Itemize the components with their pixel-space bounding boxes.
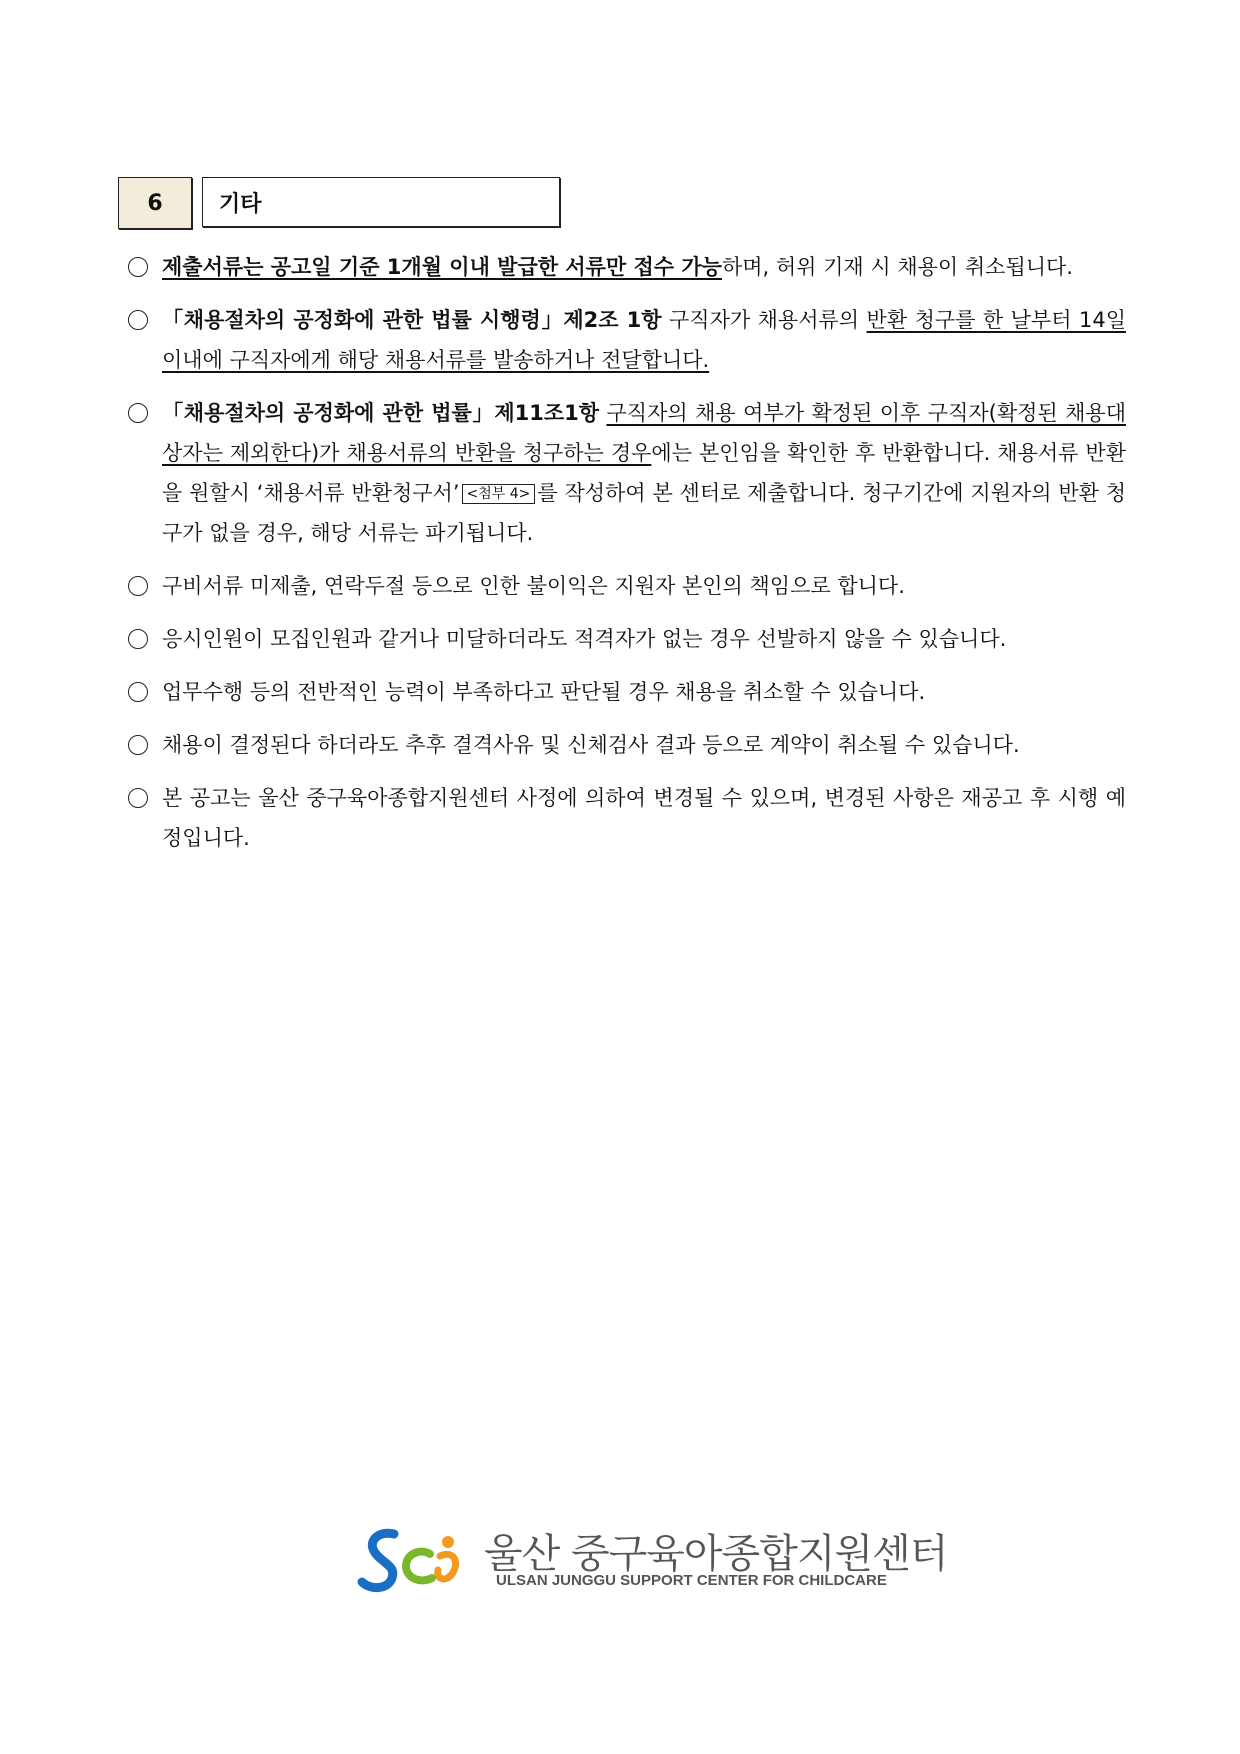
section-number: 6 [118, 177, 192, 229]
attachment-tag: <첨부 4> [462, 484, 536, 504]
org-name-english: ULSAN JUNGGU SUPPORT CENTER FOR CHILDCARE [496, 1572, 887, 1589]
notice-item [128, 619, 1126, 659]
circle-bullet-icon [128, 576, 148, 596]
notice-item [128, 247, 1126, 287]
section-header [118, 177, 563, 229]
childcare-center-logo-icon [356, 1520, 466, 1600]
circle-bullet-icon [128, 403, 148, 423]
notice-list [128, 247, 1126, 871]
notice-item [128, 566, 1126, 606]
notice-text: 제출서류는 공고일 기준 1개월 이내 발급한 서류만 접수 가능 [162, 255, 722, 279]
notice-item [128, 393, 1126, 553]
notice-text: 구비서류 미제출, 연락두절 등으로 인한 불이익은 지원자 본인의 책임으로 합니다. [162, 574, 905, 598]
circle-bullet-icon [128, 310, 148, 330]
notice-text: 구직자가 채용서류의 [661, 308, 867, 332]
circle-bullet-icon [128, 682, 148, 702]
org-name-korean: 울산 중구육아종합지원센터 [484, 1531, 948, 1577]
notice-text: 에는 본인임을 확인한 후 반환합니다. 채용서류 반환을 원할시 ‘채용서류 반환청구서’ [162, 441, 1126, 505]
notice-text: 「채용절차의 공정화에 관한 법률」제11조1항 [162, 401, 600, 425]
notice-item [128, 300, 1126, 380]
notice-item [128, 778, 1126, 858]
notice-text: 업무수행 등의 전반적인 능력이 부족하다고 판단될 경우 채용을 취소할 수 있습니다. [162, 680, 926, 704]
notice-item [128, 672, 1126, 712]
notice-text: 「채용절차의 공정화에 관한 법률 시행령」제2조 1항 [162, 308, 662, 332]
notice-text: 를 작성하여 본 센터로 제출합니다. 청구기간에 지원자의 반환 청구가 없을 경우, 해당 서류는 파기됩니다. [162, 481, 1127, 545]
notice-text: 반환 청구를 한 날부터 14일 이내에 구직자에게 해당 채용서류를 발송하거나 전달합니다. [162, 308, 1126, 372]
circle-bullet-icon [128, 257, 148, 277]
notice-text [599, 401, 606, 425]
footer-logo [356, 1520, 948, 1600]
circle-bullet-icon [128, 788, 148, 808]
section-title: 기타 [202, 177, 560, 227]
notice-text: 구직자의 채용 여부가 확정된 이후 구직자(확정된 채용대상자는 제외한다)가 채용서류의 반환을 청구하는 경우 [162, 401, 1127, 465]
notice-text: 본 공고는 울산 중구육아종합지원센터 사정에 의하여 변경될 수 있으며, 변경된 사항은 재공고 후 시행 예정입니다. [162, 786, 1126, 850]
notice-text: 응시인원이 모집인원과 같거나 미달하더라도 적격자가 없는 경우 선발하지 않을 수 있습니다. [162, 627, 1007, 651]
circle-bullet-icon [128, 735, 148, 755]
circle-bullet-icon [128, 629, 148, 649]
notice-text: 하며, 허위 기재 시 채용이 취소됩니다. [721, 255, 1073, 279]
notice-item [128, 725, 1126, 765]
notice-text: 채용이 결정된다 하더라도 추후 결격사유 및 신체검사 결과 등으로 계약이 취소될 수 있습니다. [162, 733, 1020, 757]
